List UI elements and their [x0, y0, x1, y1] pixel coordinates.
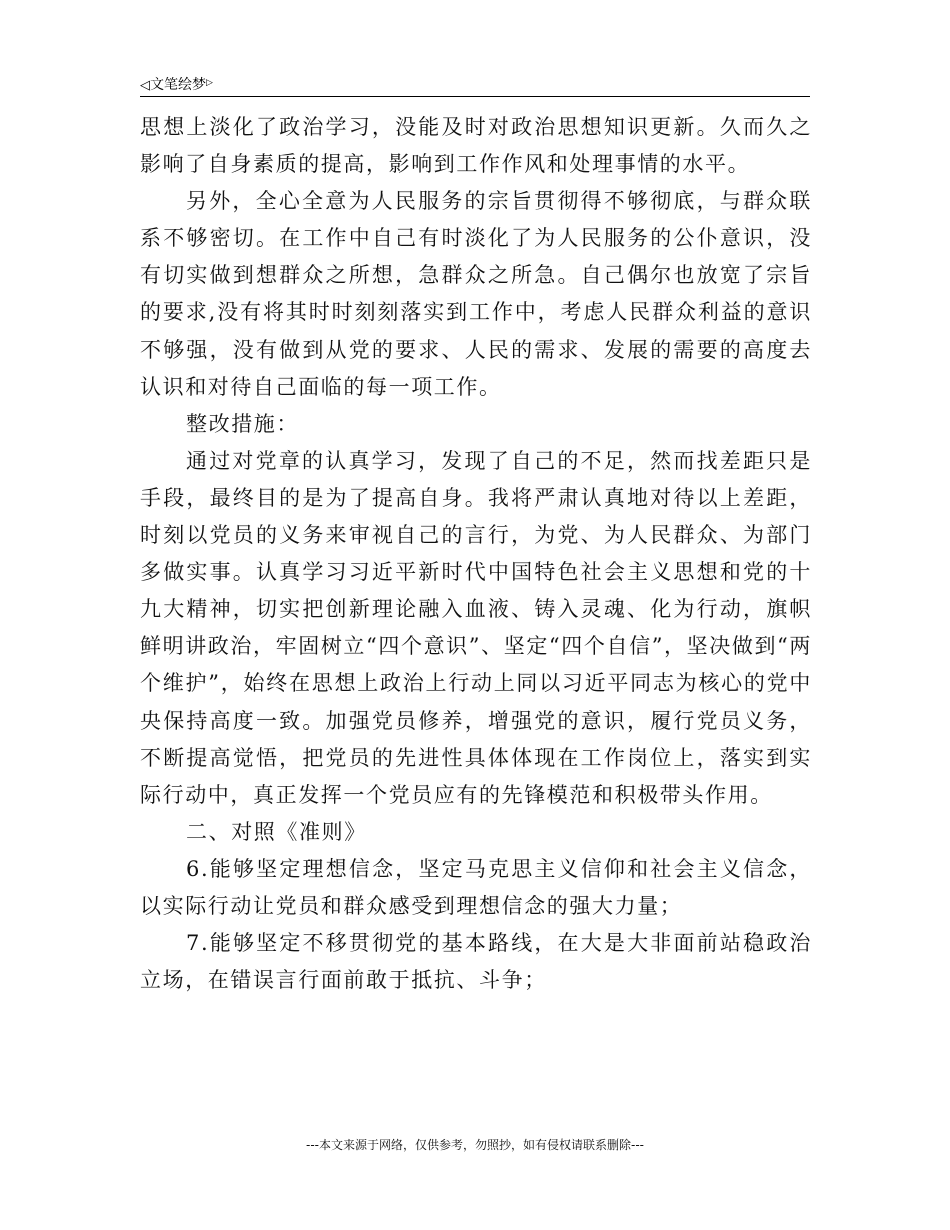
page-header — [140, 74, 810, 97]
list-item-6: 6.能够坚定理想信念，坚定马克思主义信仰和社会主义信念，以实际行动让党员和群众感受到理想信念的强大力量； — [140, 856, 812, 918]
paragraph-service-purpose: 另外，全心全意为人民服务的宗旨贯彻得不够彻底，与群众联系不够密切。在工作中自己有时淡化了为人民服务的公仆意识，没有切实做到想群众之所想，急群众之所急。自己偶尔也放宽了宗旨的要求,没有将其时时刻刻落实到工作中，考虑人民群众利益的意识不够强，没有做到从党的要求、人民的需求、发展的需要的高度去认识和对待自己面临的每一项工作。 — [140, 189, 812, 399]
brand-left-triangle-icon: ◁ — [140, 78, 150, 93]
paragraph-continuation: 思想上淡化了政治学习，没能及时对政治思想知识更新。久而久之影响了自身素质的提高，影响到工作作风和处理事情的水平。 — [140, 115, 812, 177]
footer-disclaimer: ---本文来源于网络，仅供参考，勿照抄，如有侵权请联系删除--- — [306, 1138, 644, 1152]
list-item-7: 7.能够坚定不移贯彻党的基本路线，在大是大非面前站稳政治立场，在错误言行面前敢于抵抗、斗争； — [140, 931, 812, 993]
brand-right-triangle-icon: ▷ — [206, 78, 213, 88]
header-brand — [140, 74, 213, 95]
section-heading-guidelines: 二、对照《准则》 — [186, 819, 367, 844]
brand-name: 文笔绘梦 — [150, 77, 206, 93]
document-body — [140, 109, 812, 999]
paragraph-rectification-measures: 通过对党章的认真学习，发现了自己的不足，然而找差距只是手段，最终目的是为了提高自身。我将严肃认真地对待以上差距，时刻以党员的义务来审视自己的言行，为党、为人民群众、为部门多做实事。认真学习习近平新时代中国特色社会主义思想和党的十九大精神，切实把创新理论融入血液、铸入灵魂、化为行动，旗帜鲜明讲政治，牢固树立“四个意识”、坚定“四个自信”，坚决做到“两个维护”，始终在思想上政治上行动上同以习近平同志为核心的党中央保持高度一致。加强党员修养，增强党的意识，履行党员义务，不断提高觉悟，把党员的先进性具体体现在工作岗位上，落实到实际行动中，真正发挥一个党员应有的先锋模范和积极带头作用。 — [140, 448, 812, 807]
section-heading-rectification: 整改措施： — [186, 411, 299, 436]
